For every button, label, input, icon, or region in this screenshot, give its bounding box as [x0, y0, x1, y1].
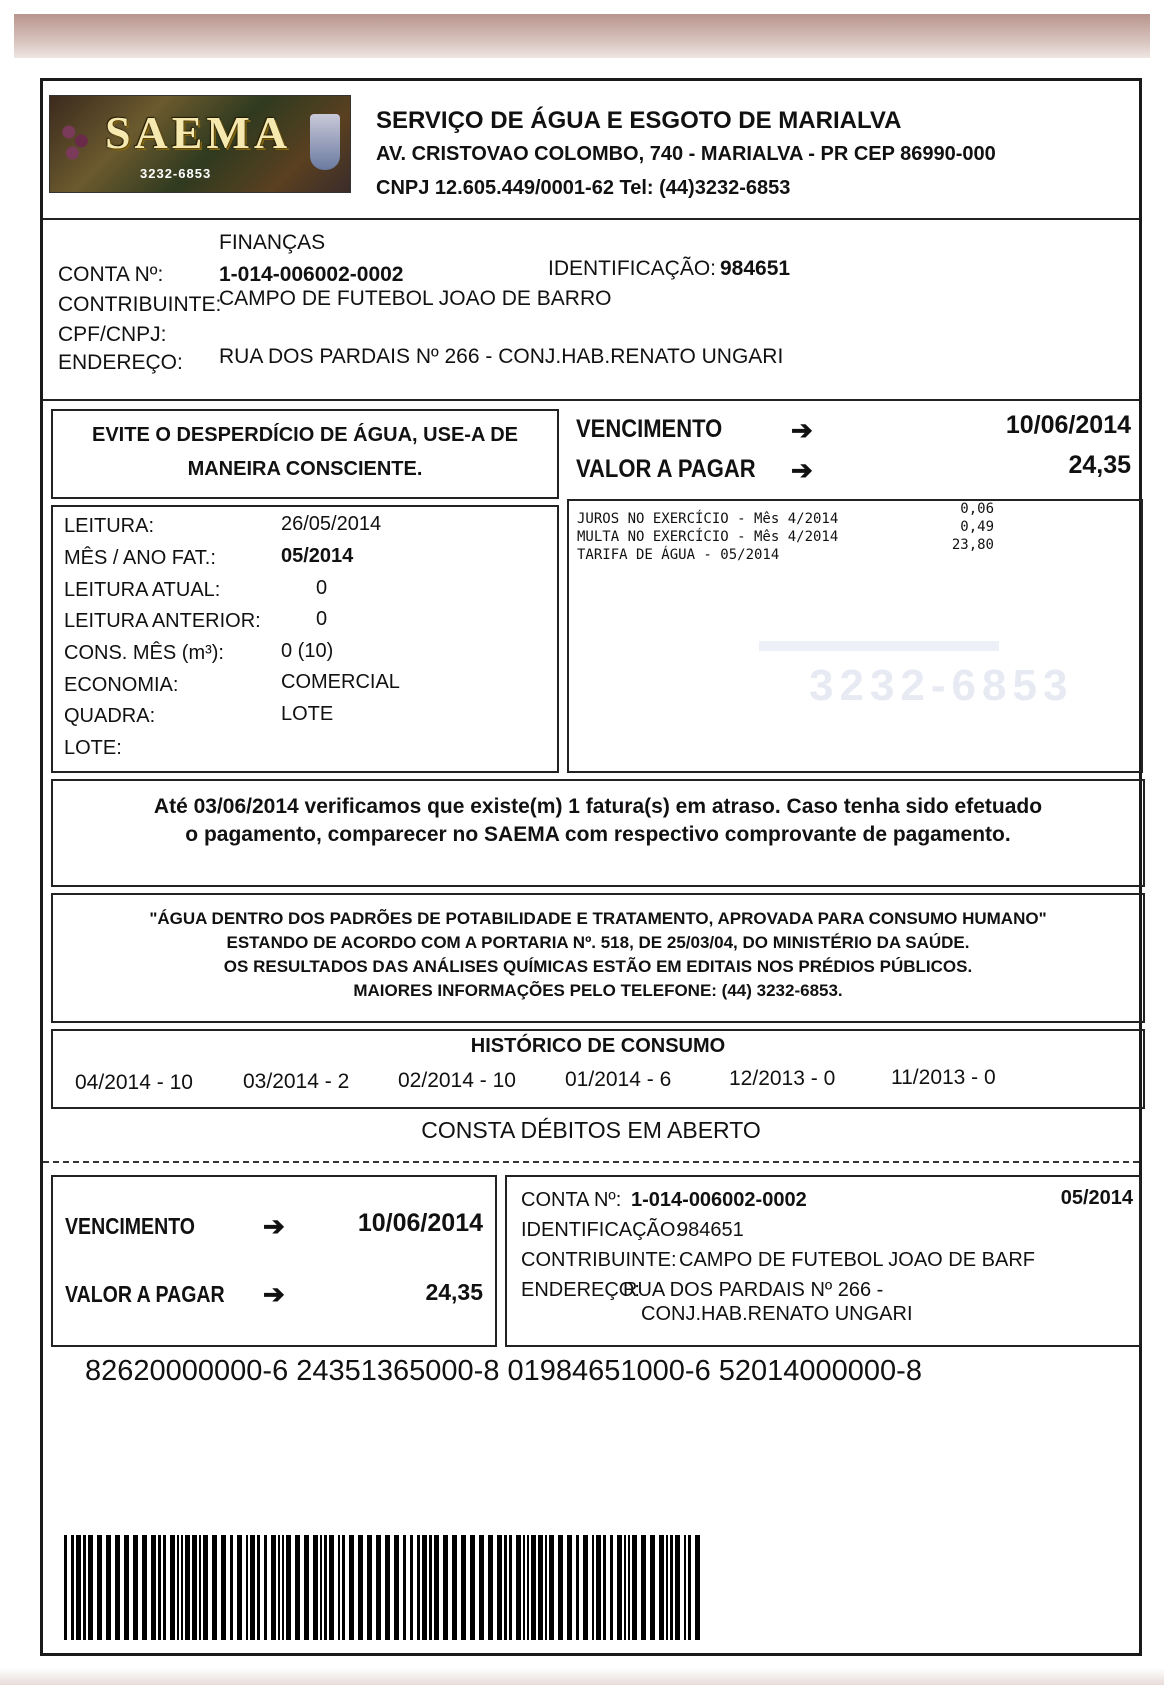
- water-quality-notice: [51, 893, 1145, 1023]
- scan-edge-bottom: [0, 1668, 1164, 1685]
- charge-value: 0,06: [960, 501, 994, 517]
- barcode-bar: [583, 1535, 588, 1640]
- history-item: 12/2013 - 0: [729, 1067, 836, 1090]
- logo-phone: 3232-6853: [140, 166, 212, 181]
- stub-ident-value: 984651: [677, 1219, 744, 1241]
- arrow-icon: ➔: [791, 415, 813, 445]
- barcode-bar: [329, 1535, 334, 1640]
- contrib-label: CONTRIBUINTE:: [58, 293, 222, 316]
- history-item: 01/2014 - 6: [565, 1068, 672, 1091]
- barcode-bar: [596, 1535, 601, 1640]
- barcode-bar: [403, 1535, 406, 1640]
- barcode-bar: [115, 1535, 120, 1640]
- barcode-bar: [576, 1535, 579, 1640]
- endereco-value: RUA DOS PARDAIS Nº 266 - CONJ.HAB.RENATO UNGARI: [219, 345, 784, 368]
- barcode-bar: [349, 1535, 354, 1640]
- barcode-bar: [394, 1535, 399, 1640]
- endereco-label: ENDEREÇO:: [58, 351, 183, 374]
- barcode-bar: [488, 1535, 493, 1640]
- barcode-bar: [324, 1535, 327, 1640]
- charge-desc: MULTA NO EXERCÍCIO - Mês 4/2014: [577, 529, 839, 545]
- anterior-label: LEITURA ANTERIOR:: [64, 610, 261, 632]
- amount-value: 24,35: [1068, 451, 1131, 479]
- barcode-bar: [133, 1535, 138, 1640]
- debts-notice: CONSTA DÉBITOS EM ABERTO: [421, 1117, 761, 1143]
- arrow-icon: ➔: [791, 455, 813, 485]
- stub-due-value: 10/06/2014: [357, 1209, 483, 1237]
- barcode-bar: [358, 1535, 363, 1640]
- crest-icon: [310, 114, 340, 170]
- logo-text: SAEMA: [104, 107, 292, 158]
- barcode-bar: [385, 1535, 390, 1640]
- stub-ident-label: IDENTIFICAÇÃO:: [521, 1219, 682, 1241]
- barcode-bar: [434, 1535, 439, 1640]
- quality-line-2: ESTANDO DE ACORDO COM A PORTARIA Nº. 518, DE 25/03/04, DO MINISTÉRIO DA SAÚDE.: [226, 933, 970, 952]
- barcode-bar: [185, 1535, 190, 1640]
- barcode-bar: [670, 1535, 673, 1640]
- barcode-bar: [497, 1535, 502, 1640]
- stub-endereco-line2: CONJ.HAB.RENATO UNGARI: [641, 1303, 913, 1325]
- barcode-bar: [443, 1535, 448, 1640]
- cpf-label: CPF/CNPJ:: [58, 323, 167, 346]
- barcode-bar: [417, 1535, 420, 1640]
- barcode-bar: [684, 1535, 686, 1640]
- history-item: 02/2014 - 10: [398, 1069, 516, 1092]
- overdue-notice: [51, 779, 1145, 887]
- barcode-bar: [422, 1535, 427, 1640]
- stub-payment-box: [51, 1175, 497, 1347]
- barcode-bar: [531, 1535, 536, 1640]
- barcode-bar: [695, 1535, 700, 1640]
- leitura-label: LEITURA:: [64, 515, 155, 537]
- barcode-bar: [338, 1535, 340, 1640]
- quadra-value: LOTE: [281, 703, 334, 725]
- cut-line: [43, 1161, 1139, 1163]
- barcode-bar: [250, 1535, 255, 1640]
- barcode-bar: [203, 1535, 208, 1640]
- notice-line-1: EVITE O DESPERDÍCIO DE ÁGUA, USE-A DE: [92, 424, 518, 446]
- conserve-water-notice: [51, 409, 559, 499]
- anterior-value: 0: [316, 608, 328, 630]
- barcode-bar: [271, 1535, 276, 1640]
- conta-label: CONTA Nº:: [58, 263, 164, 286]
- cons-label: CONS. MÊS (m³):: [64, 642, 224, 664]
- barcode-bar: [650, 1535, 655, 1640]
- barcode-bar: [177, 1535, 179, 1640]
- barcode-bar: [278, 1535, 280, 1640]
- stub-amount-value: 24,35: [425, 1279, 483, 1305]
- due-value: 10/06/2014: [1005, 411, 1131, 439]
- arrow-icon: ➔: [263, 1279, 285, 1309]
- barcode-bar: [88, 1535, 93, 1640]
- barcode-bar: [452, 1535, 457, 1640]
- barcode-bar: [461, 1535, 466, 1640]
- barcode-bar: [295, 1535, 300, 1640]
- barcode-bar: [624, 1535, 626, 1640]
- barcode-bar: [376, 1535, 381, 1640]
- barcode-bar: [64, 1535, 67, 1640]
- stub-contrib-label: CONTRIBUINTE:: [521, 1249, 677, 1271]
- barcode-bar: [181, 1535, 183, 1640]
- barcode-bar: [479, 1535, 484, 1640]
- stub-conta-label: CONTA Nº:: [521, 1189, 622, 1211]
- barcode-bar: [304, 1535, 309, 1640]
- barcode-bar: [313, 1535, 318, 1640]
- barcode-bar: [264, 1535, 267, 1640]
- barcode-bar: [158, 1535, 161, 1640]
- history-item: 04/2014 - 10: [75, 1071, 193, 1094]
- barcode-bar: [666, 1535, 668, 1640]
- water-bill: [40, 78, 1142, 1656]
- barcode-bar: [610, 1535, 613, 1640]
- barcode-bar: [509, 1535, 512, 1640]
- barcode-bar: [659, 1535, 664, 1640]
- overdue-line-1: Até 03/06/2014 verificamos que existe(m) 1 fatura(s) em atraso. Caso tenha sido efetuado: [153, 795, 1043, 818]
- barcode-bar: [470, 1535, 475, 1640]
- barcode-bar: [71, 1535, 74, 1640]
- stub-period: 05/2014: [1060, 1187, 1133, 1209]
- divider: [43, 218, 1139, 220]
- barcode-bar: [516, 1535, 521, 1640]
- barcode-bar: [151, 1535, 156, 1640]
- history-item: 11/2013 - 0: [891, 1066, 996, 1089]
- quadra-label: QUADRA:: [64, 705, 156, 727]
- barcode-bar: [367, 1535, 372, 1640]
- barcode-bar: [106, 1535, 111, 1640]
- barcode-bar: [192, 1535, 197, 1640]
- consumption-history: [51, 1029, 1145, 1109]
- history-item: 03/2014 - 2: [243, 1070, 350, 1093]
- ident-label: IDENTIFICAÇÃO:: [548, 257, 717, 280]
- grapes-icon: [58, 114, 94, 174]
- charge-value: 0,49: [960, 519, 994, 535]
- barcode-bar: [628, 1535, 630, 1640]
- contrib-value: CAMPO DE FUTEBOL JOAO DE BARRO: [219, 287, 612, 310]
- barcode-bar: [246, 1535, 248, 1640]
- stub-endereco-label: ENDEREÇO:: [521, 1279, 640, 1301]
- reading-box: [51, 505, 559, 773]
- quality-line-1: "ÁGUA DENTRO DOS PADRÕES DE POTABILIDADE E TRATAMENTO, APROVADA PARA CONSUMO HUMANO": [149, 909, 1047, 928]
- barcode-bar: [286, 1535, 291, 1640]
- due-label: VENCIMENTO: [576, 415, 723, 443]
- barcode-bar: [170, 1535, 175, 1640]
- barcode-bar: [257, 1535, 260, 1640]
- barcode-bar: [549, 1535, 554, 1640]
- atual-label: LEITURA ATUAL:: [64, 579, 221, 601]
- barcode-bar: [124, 1535, 129, 1640]
- org-address: AV. CRISTOVAO COLOMBO, 740 - MARIALVA - PR CEP 86990-000: [376, 143, 996, 165]
- ident-value: 984651: [720, 257, 791, 280]
- quality-line-3: OS RESULTADOS DAS ANÁLISES QUÍMICAS ESTÃO EM EDITAIS NOS PRÉDIOS PÚBLICOS.: [223, 957, 973, 976]
- quality-line-4: MAIORES INFORMAÇÕES PELO TELEFONE: (44) 3232-6853.: [353, 981, 843, 1000]
- barcode-bar: [592, 1535, 594, 1640]
- watermark-band: [759, 641, 999, 651]
- barcode-bar: [410, 1535, 413, 1640]
- stub-customer-box: [505, 1175, 1141, 1347]
- barcode-bar: [221, 1535, 226, 1640]
- charges-watermark: 3232-6853: [809, 661, 1074, 710]
- atual-value: 0: [316, 577, 328, 599]
- barcode-bar: [237, 1535, 242, 1640]
- barcode-bar: [212, 1535, 217, 1640]
- barcode-bar: [320, 1535, 322, 1640]
- barcode-bar: [429, 1535, 432, 1640]
- barcode-bar: [142, 1535, 147, 1640]
- barcode-bar: [83, 1535, 86, 1640]
- barcode-bar: [603, 1535, 606, 1640]
- barcode-bar: [641, 1535, 646, 1640]
- amount-label: VALOR A PAGAR: [576, 455, 756, 483]
- mes-value: 05/2014: [281, 545, 354, 567]
- org-cnpj: CNPJ 12.605.449/0001-62 Tel: (44)3232-6853: [376, 177, 791, 199]
- barcode-bar: [76, 1535, 81, 1640]
- barcode-bar: [163, 1535, 166, 1640]
- stub-endereco-line1: RUA DOS PARDAIS Nº 266 -: [623, 1279, 884, 1301]
- economia-label: ECONOMIA:: [64, 674, 179, 696]
- conta-value: 1-014-006002-0002: [219, 263, 404, 286]
- leitura-value: 26/05/2014: [281, 513, 382, 535]
- stub-contrib-value: CAMPO DE FUTEBOL JOAO DE BARF: [679, 1249, 1035, 1271]
- barcode-bar: [230, 1535, 233, 1640]
- barcode-bar: [199, 1535, 201, 1640]
- barcode-bar: [282, 1535, 284, 1640]
- lote-label: LOTE:: [64, 737, 122, 759]
- barcode-bar: [504, 1535, 507, 1640]
- barcode-bar: [545, 1535, 547, 1640]
- barcode-bar: [558, 1535, 563, 1640]
- charges-box: [567, 499, 1143, 773]
- barcode: [62, 1535, 702, 1640]
- charge-desc: TARIFA DE ÁGUA - 05/2014: [577, 547, 780, 563]
- barcode-bar: [342, 1535, 345, 1640]
- cons-value: 0 (10): [281, 640, 334, 662]
- overdue-line-2: o pagamento, comparecer no SAEMA com respectivo comprovante de pagamento.: [185, 823, 1011, 846]
- saema-logo: [49, 95, 351, 193]
- charge-value: 23,80: [951, 537, 994, 553]
- sector: FINANÇAS: [219, 231, 326, 254]
- barcode-bar: [632, 1535, 637, 1640]
- barcode-digits: 82620000000-6 24351365000-8 01984651000-6 52014000000-8: [85, 1355, 922, 1387]
- divider: [43, 399, 1139, 401]
- economia-value: COMERCIAL: [281, 671, 400, 693]
- stub-conta-value: 1-014-006002-0002: [631, 1189, 807, 1211]
- org-name: SERVIÇO DE ÁGUA E ESGOTO DE MARIALVA: [376, 107, 902, 134]
- barcode-bar: [617, 1535, 622, 1640]
- barcode-bar: [567, 1535, 572, 1640]
- history-title: HISTÓRICO DE CONSUMO: [470, 1035, 726, 1057]
- barcode-bar: [527, 1535, 529, 1640]
- barcode-bar: [688, 1535, 691, 1640]
- stub-due-label: VENCIMENTO: [65, 1213, 195, 1239]
- mes-label: MÊS / ANO FAT.:: [64, 547, 216, 569]
- scan-edge-top: [14, 14, 1150, 58]
- barcode-bar: [97, 1535, 102, 1640]
- stub-amount-label: VALOR A PAGAR: [65, 1281, 225, 1307]
- barcode-bar: [523, 1535, 525, 1640]
- arrow-icon: ➔: [263, 1211, 285, 1241]
- barcode-bar: [538, 1535, 543, 1640]
- charge-desc: JUROS NO EXERCÍCIO - Mês 4/2014: [577, 511, 839, 527]
- notice-line-2: MANEIRA CONSCIENTE.: [187, 458, 423, 480]
- barcode-bar: [675, 1535, 680, 1640]
